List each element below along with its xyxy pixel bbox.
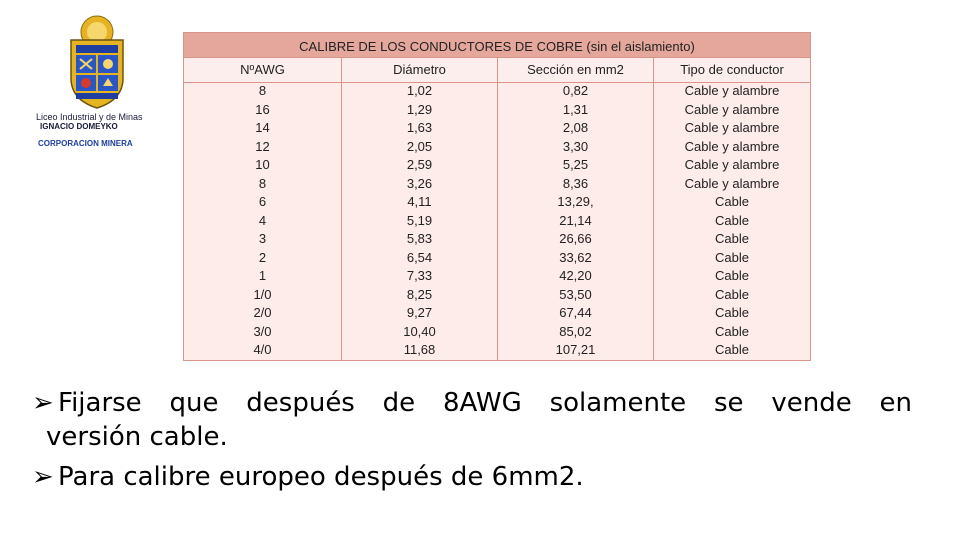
table-cell: Cable: [715, 212, 749, 228]
table-cell: Cable: [715, 268, 749, 283]
table-cell: Cable: [715, 286, 749, 302]
table-cell: 6: [258, 194, 267, 209]
table-cell: 4,11: [407, 194, 432, 209]
table-cell: Cable: [715, 323, 749, 339]
table-cell: 26,66: [559, 231, 592, 246]
table-cell: 3/0: [253, 323, 272, 339]
table-cell: 67,44: [559, 305, 592, 320]
table-cell: 10,40: [403, 323, 436, 339]
table-cell: Cable y alambre: [684, 175, 780, 191]
table-cell: 2: [258, 249, 267, 265]
table-cell: 1,63: [406, 120, 433, 135]
table-cell: 85,02: [559, 323, 592, 339]
table-cell: 8,25: [406, 286, 433, 302]
table-cell: 53,50: [559, 286, 592, 302]
table-cell: 13,29,: [557, 194, 594, 209]
table-cell: 5,19: [406, 212, 433, 228]
table-cell: 3: [258, 231, 267, 246]
table-cell: 6,54: [406, 249, 433, 265]
table-cell: Cable y alambre: [684, 138, 780, 154]
table-cell: 3,30: [562, 138, 589, 154]
table-cell: 7,33: [406, 268, 433, 283]
table-cell: Cable: [715, 194, 749, 209]
table-cell: 9,27: [406, 305, 433, 320]
table-cell: 16: [255, 101, 270, 117]
table-cell: 10: [255, 157, 270, 172]
logo-line-3: CORPORACION MINERA: [38, 139, 133, 148]
table-cell: 8: [258, 175, 267, 191]
logo-line-1: Liceo Industrial y de Minas: [36, 112, 143, 122]
table-cell: 1/0: [253, 286, 272, 302]
table-cell: 1,29: [406, 101, 433, 117]
table-cell: 3,26: [406, 175, 433, 191]
table-cell: Cable y alambre: [684, 120, 780, 135]
table-cell: 4/0: [253, 342, 272, 357]
table-cell: 21,14: [559, 212, 592, 228]
table-cell: Cable y alambre: [684, 101, 780, 117]
table-cell: Cable y alambre: [684, 157, 780, 172]
table-cell: 107,21: [555, 342, 596, 357]
table-cell: 2/0: [253, 305, 272, 320]
table-cell: 14: [255, 120, 270, 135]
table-cell: 5,83: [406, 231, 433, 246]
table-cell: 2,05: [406, 138, 433, 154]
table-cell: 2,59: [406, 157, 433, 172]
table-cell: 33,62: [559, 249, 592, 265]
bullet-1-continuation: versión cable.: [46, 422, 228, 452]
table-cell: Cable: [715, 249, 749, 265]
table-cell: 12: [255, 138, 270, 154]
copper-gauge-table: [183, 32, 811, 361]
table-cell: 2,08: [562, 120, 589, 135]
bullet-2: [32, 460, 912, 494]
table-cell: Cable y alambre: [684, 83, 780, 98]
table-cell: 42,20: [559, 268, 592, 283]
table-cell: 8: [258, 83, 267, 98]
table-cell: 0,82: [562, 83, 589, 98]
bullet-1-line-1: Fijarse que después de 8AWG solamente se vende en: [58, 388, 912, 418]
arrow-bullet-icon: ➢: [32, 388, 54, 418]
table-cell: 8,36: [562, 175, 589, 191]
table-cell: 1: [258, 268, 267, 283]
school-logo: [36, 12, 158, 148]
table-cell: 4: [258, 212, 267, 228]
bullet-1: [32, 386, 912, 420]
school-crest-icon: [67, 12, 127, 110]
header-awg: NºAWG: [240, 62, 285, 77]
table-cell: 1,31: [562, 101, 589, 117]
logo-line-2: IGNACIO DOMEYKO: [40, 122, 118, 131]
table-body: [184, 82, 810, 360]
table-cell: Cable: [715, 305, 749, 320]
table-title: CALIBRE DE LOS CONDUCTORES DE COBRE (sin el aislamiento): [184, 33, 810, 57]
table-cell: 5,25: [562, 157, 589, 172]
header-tipo: Tipo de conductor: [680, 62, 784, 77]
header-diametro: Diámetro: [393, 62, 446, 77]
table-cell: Cable: [715, 342, 749, 357]
table-cell: 1,02: [406, 83, 433, 98]
notes: [32, 386, 912, 494]
header-seccion: Sección en mm2: [527, 62, 624, 77]
table-cell: Cable: [715, 231, 749, 246]
arrow-bullet-icon: ➢: [32, 462, 54, 492]
bullet-2-text: Para calibre europeo después de 6mm2.: [58, 462, 584, 492]
table-cell: 11,68: [403, 342, 436, 357]
